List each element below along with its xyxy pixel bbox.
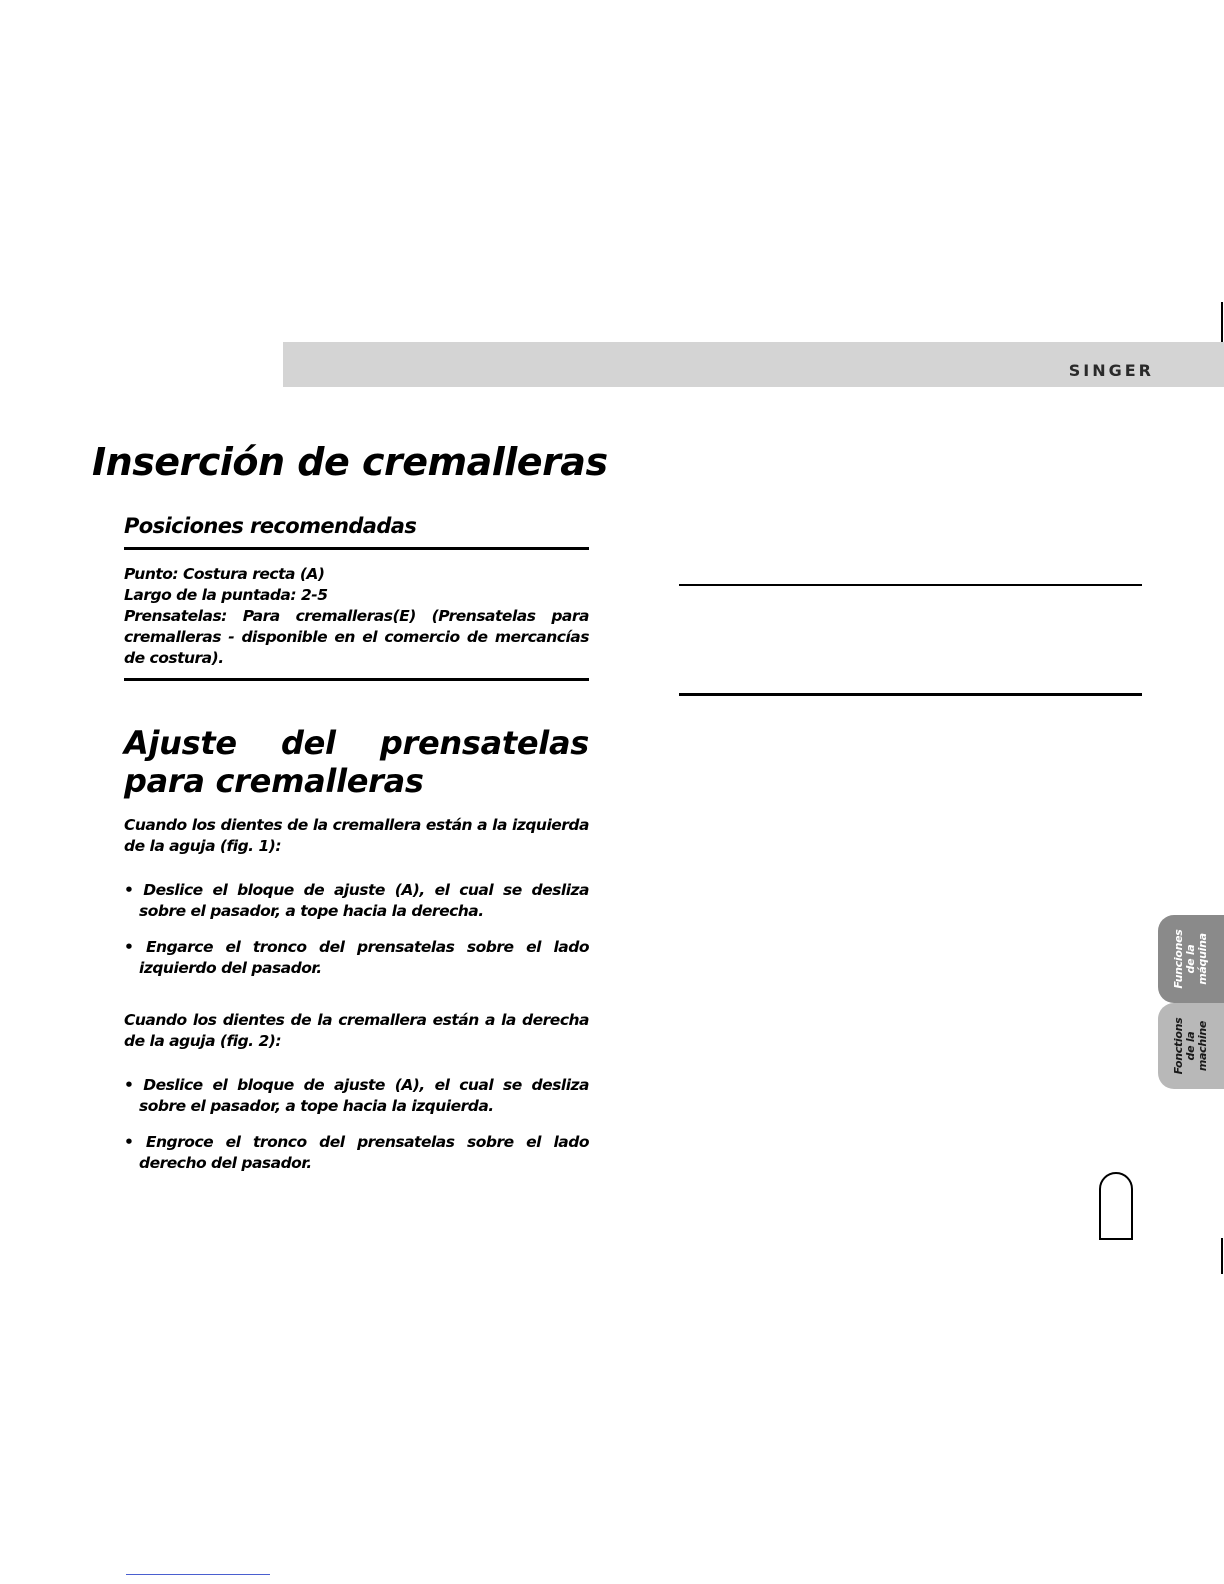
tab-fonctions-machine[interactable] bbox=[1158, 1003, 1224, 1089]
crop-mark-top bbox=[1221, 302, 1223, 342]
page-title: Inserción de cremalleras bbox=[92, 440, 608, 484]
tab-label: Funciones de la máquina bbox=[1172, 929, 1209, 989]
stitch-setting: Punto: Costura recta (A) bbox=[124, 565, 325, 583]
brand-logo: SINGER bbox=[1068, 361, 1154, 380]
tab-label: Fonctions de la machine bbox=[1172, 1017, 1209, 1075]
tab-funciones-maquina[interactable] bbox=[1158, 915, 1224, 1003]
settings-top-rule bbox=[124, 547, 589, 550]
right-case-heading: Cuando los dientes de la cremallera están a la derecha de la aguja (fig. 2): bbox=[124, 1011, 589, 1050]
settings-bottom-rule bbox=[124, 678, 589, 681]
left-case-block bbox=[124, 815, 589, 979]
crop-mark-bottom bbox=[1221, 1238, 1223, 1274]
settings-box bbox=[124, 564, 589, 669]
settings-title: Posiciones recomendadas bbox=[124, 514, 417, 538]
page-marker bbox=[1099, 1172, 1133, 1240]
left-case-step-2: • Engarce el tronco del prensatelas sobre el lado izquierdo del pasador. bbox=[124, 938, 589, 977]
section-title: Ajuste del prensatelas para cremalleras bbox=[124, 724, 589, 800]
right-case-block bbox=[124, 1010, 589, 1174]
stitch-length-setting: Largo de la puntada: 2-5 bbox=[124, 586, 328, 604]
right-column-bottom-rule bbox=[679, 693, 1142, 696]
presser-foot-setting: Prensatelas: Para cremalleras(E) (Prensatelas para cremalleras - disponible en el comercio de mercancías de costura). bbox=[124, 607, 589, 667]
left-case-heading: Cuando los dientes de la cremallera están a la izquierda de la aguja (fig. 1): bbox=[124, 816, 589, 855]
left-case-step-1: • Deslice el bloque de ajuste (A), el cual se desliza sobre el pasador, a tope hacia la derecha. bbox=[124, 881, 589, 920]
bottom-line bbox=[126, 1574, 270, 1575]
right-column-top-rule bbox=[679, 584, 1142, 586]
right-case-step-1: • Deslice el bloque de ajuste (A), el cual se desliza sobre el pasador, a tope hacia la izquierda. bbox=[124, 1076, 589, 1115]
right-case-step-2: • Engroce el tronco del prensatelas sobre el lado derecho del pasador. bbox=[124, 1133, 589, 1172]
